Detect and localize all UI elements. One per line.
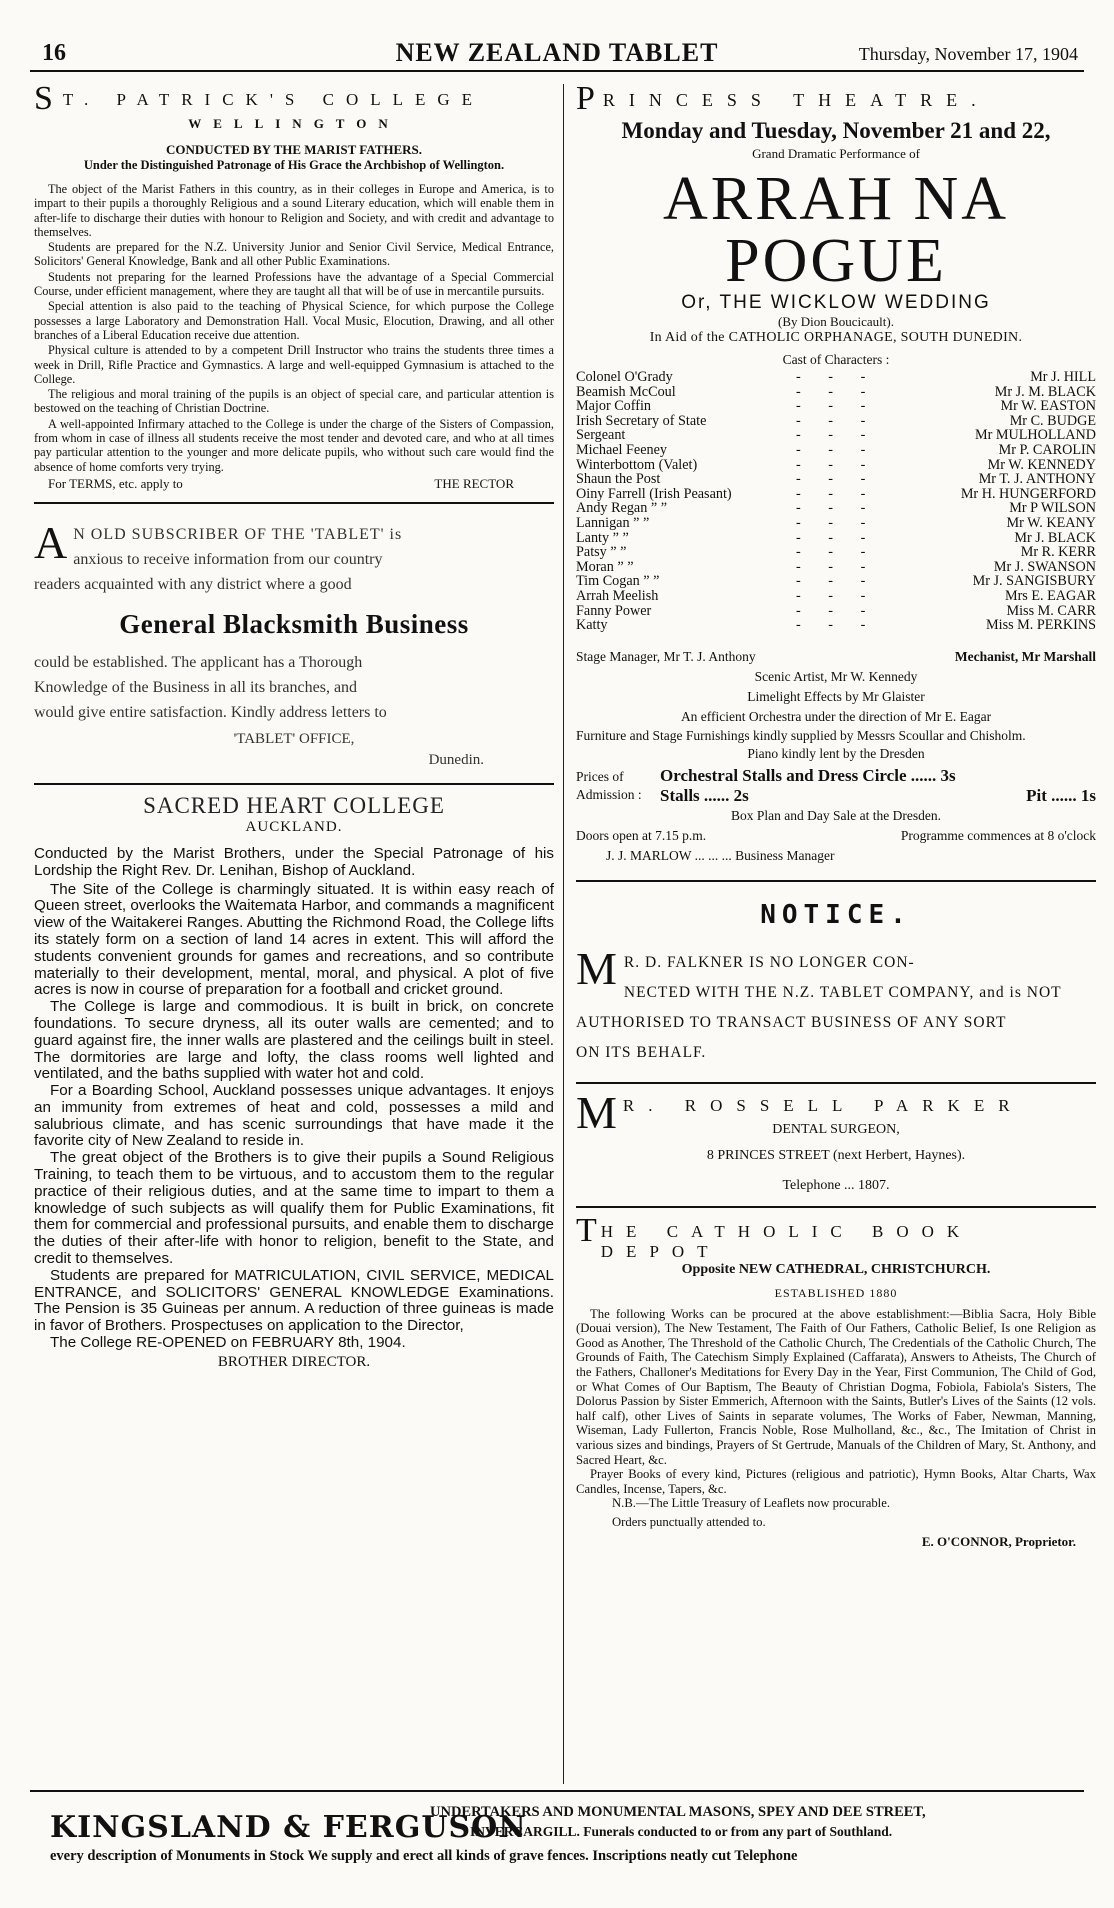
cast-row — [576, 589, 1096, 604]
footer-line: every description of Monuments in Stock We supply and erect all kinds of grave fences. Inscriptions neatly cut Telephone — [50, 1848, 798, 1864]
cast-role: Colonel O'Grady — [576, 369, 673, 385]
cast-leader: - - - — [796, 441, 878, 458]
cast-row — [576, 501, 1096, 516]
notice-ad — [576, 900, 1096, 1068]
cast-row — [576, 545, 1096, 560]
cast-role: Shaun the Post — [576, 471, 661, 488]
play-author: (By Dion Boucicault). — [778, 314, 894, 329]
book-depot-proprietor: E. O'CONNOR, Proprietor. — [921, 1534, 1076, 1550]
cast-leader: - - - — [796, 558, 878, 575]
theatre-times — [576, 828, 1096, 844]
office-city: Dunedin. — [428, 751, 484, 768]
cast-row — [576, 472, 1096, 487]
page-number: 16 — [42, 40, 66, 66]
cast-role: Katty — [576, 617, 608, 634]
notice-line: AUTHORISED TO TRANSACT BUSINESS OF ANY SORT — [576, 1013, 1007, 1031]
cast-actor: Mrs E. EAGAR — [1004, 587, 1096, 604]
furniture: Furniture and Stage Furnishings kindly supplied by Messrs Scoullar and Chisholm. — [576, 727, 1026, 743]
footer-firm: KINGSLAND & FERGUSON — [50, 1810, 527, 1845]
box-plan: Box Plan and Day Sale at the Dresden. — [731, 807, 941, 823]
cast-leader: - - - — [796, 617, 878, 634]
cast-leader: - - - — [796, 398, 878, 415]
cast-role: Irish Secretary of State — [576, 412, 707, 429]
book-depot-opposite: Opposite NEW CATHEDRAL, CHRISTCHURCH. — [681, 1261, 991, 1277]
footer-line: UNDERTAKERS AND MONUMENTAL MASONS, SPEY AND DEE STREET, — [430, 1804, 926, 1820]
cast-leader: - - - — [796, 427, 878, 444]
cast-actor: Mr W. KENNEDY — [987, 456, 1096, 473]
cast-role: Oiny Farrell (Irish Peasant) — [576, 485, 732, 502]
mechanist: Mechanist, Mr Marshall — [954, 648, 1096, 664]
cast-role: Patsy ” ” — [576, 544, 627, 561]
cast-actor: Miss M. PERKINS — [986, 617, 1096, 634]
ad-line: could be established. The applicant has a Thorough — [34, 653, 363, 671]
prices-label: Admission : — [576, 786, 642, 802]
sacred-heart-place: AUCKLAND. — [245, 818, 343, 835]
theatre-ad — [576, 84, 1096, 864]
cast-leader: - - - — [796, 500, 878, 517]
paragraph: Students are prepared for the N.Z. University Junior and Senior Civil Service, Medical Entrance, Solicitors' General Knowledge, Bank and all other Public Examinations. — [34, 240, 554, 269]
cast-actor: Mr MULHOLLAND — [975, 427, 1096, 444]
st-patricks-conducted: CONDUCTED BY THE MARIST FATHERS. — [165, 142, 423, 157]
ad-line: Knowledge of the Business in all its branches, and — [34, 678, 358, 696]
cast-leader: - - - — [796, 456, 878, 473]
footer-line: INVERCARGILL. Funerals conducted to or from any part of Southland. — [470, 1824, 893, 1839]
cast-actor: Mr J. HILL — [1030, 369, 1096, 385]
paragraph: For a Boarding School, Auckland possesses unique advantages. It enjoys an immunity from extremes of heat and cold, possesses a mild and salubrious climate, and has scenic surroundings that have made it the favorite city of New Zealand to reside in. — [34, 1082, 554, 1150]
parker-address: 8 PRINCES STREET (next Herbert, Haynes). — [706, 1147, 966, 1163]
cast-actor: Mr H. HUNGERFORD — [960, 485, 1096, 502]
cast-row — [576, 399, 1096, 414]
cast-actor: Mr J. BLACK — [1014, 529, 1096, 546]
notice-line: NECTED WITH THE N.Z. TABLET COMPANY, and is NOT — [623, 983, 1062, 1001]
cast-row — [576, 370, 1096, 385]
cast-actor: Mr C. BUDGE — [1009, 412, 1096, 429]
book-depot-established: ESTABLISHED 1880 — [774, 1285, 898, 1300]
cast-actor: Mr R. KERR — [1020, 544, 1096, 561]
cast-heading: Cast of Characters : — [782, 352, 890, 367]
notice-line: R. D. FALKNER IS NO LONGER CON- — [623, 953, 915, 971]
theatre-dates: Monday and Tuesday, November 21 and 22, — [621, 118, 1051, 143]
terms-text: For TERMS, etc. apply to — [48, 475, 183, 491]
theatre-aid: In Aid of the CATHOLIC ORPHANAGE, SOUTH DUNEDIN. — [649, 330, 1023, 345]
theatre-title: RINCESS THEATRE. — [602, 90, 990, 110]
sacred-heart-title: SACRED HEART COLLEGE — [143, 792, 445, 818]
play-subtitle: Or, THE WICKLOW WEDDING — [681, 292, 991, 313]
cast-leader: - - - — [796, 412, 878, 429]
paragraph: Students not preparing for the learned Professions have the advantage of a Special Commercial Course, under efficient management, where they are taught all that will be of use in mercantile pursuits. — [34, 269, 554, 299]
cast-row — [576, 428, 1096, 443]
limelight: Limelight Effects by Mr Glaister — [747, 688, 925, 704]
st-patricks-place: WELLINGTON — [188, 116, 400, 131]
old-subscriber-initial: A — [34, 521, 68, 568]
paragraph: Special attention is also paid to the teaching of Physical Science, for which purpose the College possesses a large Laboratory and Demonstration Hall. Vocal Music, Elocution, Drawing, and all other branches of a Liberal Education receive due attention. — [34, 299, 554, 342]
piano: Piano kindly lent by the Dresden — [747, 745, 925, 761]
divider — [34, 502, 554, 504]
cast-row — [576, 443, 1096, 458]
parker-ad — [576, 1086, 1096, 1194]
price-line: Stalls ...... 2s — [660, 785, 749, 805]
page-header — [30, 36, 1084, 72]
prices — [576, 766, 1096, 806]
issue-date: Thursday, November 17, 1904 — [858, 44, 1078, 64]
theatre-grand: Grand Dramatic Performance of — [752, 146, 920, 161]
book-depot-nb: N.B.—The Little Treasury of Leaflets now procurable. — [612, 1496, 890, 1511]
ad-line: readers acquainted with any district where a good — [34, 575, 352, 593]
sacred-heart-signature: BROTHER DIRECTOR. — [217, 1353, 371, 1370]
paragraph: The religious and moral training of the pupils is an object of special care, and particular attention is bestowed on the teaching of Christian Doctrine. — [34, 387, 554, 416]
book-depot-orders: Orders punctually attended to. — [612, 1515, 766, 1530]
cast-row — [576, 385, 1096, 400]
book-depot-prayer-books: Prayer Books of every kind, Pictures (religious and patriotic), Hymn Books, Altar Charts, Wax Candles, Incense, Tapers, &c. — [576, 1467, 1096, 1496]
parker-profession: DENTAL SURGEON, — [772, 1121, 900, 1137]
cast-row — [576, 458, 1096, 473]
cast-actor: Mr J. SWANSON — [993, 558, 1096, 575]
divider — [576, 1082, 1096, 1084]
paragraph: The great object of the Brothers is to give their pupils a Sound Religious Training, to teach them to be virtuous, and to accustom them to the regular practice of their religious duties, and at the same time to impart to them a knowledge of such subjects as will qualify them for Public Examinations, fit them for commercial and professional pursuits, and enable them to discharge the duties of their after-life with honor to religion, benefit to the State, and credit to themselves. — [34, 1149, 554, 1268]
price-line: Orchestral Stalls and Dress Circle ...... 3s — [660, 765, 956, 785]
parker-telephone: Telephone ... 1807. — [782, 1177, 890, 1193]
parker-initial: M — [576, 1086, 617, 1138]
cast-role: Lannigan ” ” — [576, 514, 650, 531]
cast-leader: - - - — [796, 514, 878, 531]
cast-role: Michael Feeney — [576, 441, 667, 458]
notice-initial: M — [576, 947, 618, 994]
cast-role: Tim Cogan ” ” — [576, 573, 660, 590]
st-patricks-terms — [34, 476, 554, 492]
ad-line: N OLD SUBSCRIBER OF THE 'TABLET' is — [73, 525, 403, 543]
left-column — [34, 84, 554, 1784]
footer-ad — [30, 1790, 1084, 1887]
cast-table — [576, 370, 1096, 633]
scenic-artist: Scenic Artist, Mr W. Kennedy — [754, 668, 918, 684]
paragraph: The College is large and commodious. It is built in brick, on concrete foundations. To secure dryness, all its outer walls are cemented; and to guard against fire, the inner walls are plastered and the ceilings built in steel. The dormitories are large and lofty, the class rooms well lighted and ventilated, and the baths supplied with water hot and cold. — [34, 998, 554, 1083]
notice-heading: NOTICE. — [760, 899, 912, 930]
theatre-initial: P — [576, 84, 595, 117]
st-patricks-initial: S — [34, 84, 53, 117]
theatre-credits — [576, 647, 1096, 764]
cast-leader: - - - — [796, 369, 878, 385]
paragraph: A well-appointed Infirmary attached to the College is under the charge of the Sisters of Compassion, from whom in case of illness all students receive the most tender and devoted care, and who at all times pay particular attention to the younger and more delicate pupils, who without such care would find the absence of home comforts very trying. — [34, 416, 554, 474]
st-patricks-body — [34, 182, 554, 474]
price-line: Pit ...... 1s — [1026, 785, 1096, 805]
cast-role: Arrah Meelish — [576, 587, 659, 604]
programme-start: Programme commences at 8 o'clock — [900, 827, 1096, 843]
cast-role: Sergeant — [576, 427, 626, 444]
cast-actor: Mr T. J. ANTHONY — [978, 471, 1096, 488]
paragraph: The College RE-OPENED on FEBRUARY 8th, 1904. — [50, 1334, 406, 1352]
cast-leader: - - - — [796, 529, 878, 546]
cast-row — [576, 574, 1096, 589]
tablet-office: 'TABLET' OFFICE, — [233, 730, 355, 747]
cast-actor: Mr P. CAROLIN — [998, 441, 1096, 458]
divider — [34, 783, 554, 785]
cast-row — [576, 516, 1096, 531]
cast-role: Andy Regan ” ” — [576, 500, 668, 517]
paragraph: Students are prepared for MATRICULATION, CIVIL SERVICE, MEDICAL ENTRANCE, and SOLICITORS' GENERAL KNOWLEDGE Examinations. The Pension is 35 Guineas per annum. A reduction of three guineas is made in favor of Brothers. Prospectuses on application to the Director, — [34, 1266, 554, 1335]
cast-leader: - - - — [796, 602, 878, 619]
orchestra: An efficient Orchestra under the direction of Mr E. Eagar — [680, 708, 992, 724]
business-manager: J. J. MARLOW ... ... ... Business Manager — [606, 847, 835, 863]
cast-row — [576, 414, 1096, 429]
book-depot-initial: T — [576, 1211, 597, 1249]
paragraph: Physical culture is attended to by a competent Drill Instructor who trains the students three times a week in Drill, Rifle Practice and Gymnastics. A large and well-equipped Gymnasium is attached to the College. — [34, 343, 554, 386]
divider — [576, 880, 1096, 882]
cast-role: Fanny Power — [576, 602, 652, 619]
st-patricks-ad — [34, 84, 554, 492]
cast-row — [576, 618, 1096, 633]
cast-actor: Mr W. KEANY — [1006, 514, 1096, 531]
cast-actor: Mr J. M. BLACK — [994, 383, 1096, 400]
cast-actor: Mr J. SANGISBURY — [972, 573, 1096, 590]
book-depot-title: HE CATHOLIC BOOK DEPOT — [600, 1221, 973, 1261]
cast-actor: Mr P WILSON — [1009, 500, 1096, 517]
book-depot-ad — [576, 1211, 1096, 1551]
column-divider — [563, 84, 564, 1784]
cast-actor: Mr W. EASTON — [1000, 398, 1096, 415]
cast-role: Moran ” ” — [576, 558, 634, 575]
paragraph: The object of the Marist Fathers in this country, as in their colleges in Europe and America, is to impart to their pupils a thoroughly Religious and a sound Literary education, which will enable them in after-life to discharge their duties with honour to Religion and Society, and with credit and advantage to themselves. — [34, 182, 554, 239]
cast-role: Major Coffin — [576, 398, 652, 415]
book-depot-body: The following Works can be procured at the above establishment:—Biblia Sacra, Holy Bible (Douai version), The New Testament, The Faith of Our Fathers, Catholic Belief, Is one Religion as Good as Another, The Threshold of the Catholic Church, The Credentials of the Catholic Church, The Grounds of Faith, The Catechism Simply Explained (Caffarata), Answers to Atheists, The Church of the Fathers, Challoner's Meditations for Every Day in the Year, First Communion, The Child of God, or What Comes of Our Baptism, The Beauty of Christian Dogma, Fobiola, Fabiola's Sisters, The Dolorus Passion by Sister Emmerich, Afternoon with the Saints, Butler's Lives of the Saints (12 vols. half calf), other Lives of Saints in separate volumes, The Works of Faber, Newman, Manning, Wiseman, Lady Fullerton, Francis Noble, Rose Mulholland, &c., &c., The Imitation of Christ in various sizes and bindings, Prayers of St Gertrude, Manuals of the Children of Mary, St. Anthony, and Sacred Heart, &c. — [576, 1306, 1096, 1467]
cast-leader: - - - — [796, 544, 878, 561]
cast-leader: - - - — [796, 383, 878, 400]
cast-row — [576, 487, 1096, 502]
notice-line: ON ITS BEHALF. — [576, 1043, 707, 1061]
cast-leader: - - - — [796, 573, 878, 590]
ad-line: anxious to receive information from our country — [73, 550, 383, 568]
sacred-heart-intro: Conducted by the Marist Brothers, under the Special Patronage of his Lordship the Right Rev. Dr. Lenihan, Bishop of Auckland. — [34, 844, 554, 879]
divider — [576, 1206, 1096, 1208]
cast-leader: - - - — [796, 485, 878, 502]
st-patricks-title: T. PATRICK'S COLLEGE — [62, 90, 485, 109]
play-title: ARRAH NA POGUE — [662, 165, 1010, 295]
paragraph: The Site of the College is charmingly situated. It is within easy reach of Queen street, overlooks the Waitemata Harbor, and commands a magnificent view of the Waitakerei Ranges. Abutting the Richmond Road, the College lifts its stately form on a section of land 14 acres in extent. This will afford the students convenient grounds for games and recreations, and so contribute materially to their development, mental, moral, and physical. A plot of five acres is now in course of preparation for a football and cricket ground. — [34, 880, 554, 999]
cast-role: Winterbottom (Valet) — [576, 456, 698, 473]
stage-manager: Stage Manager, Mr T. J. Anthony — [576, 648, 756, 664]
right-column — [576, 84, 1096, 1784]
cast-role: Lanty ” ” — [576, 529, 629, 546]
prices-label: Prices of — [576, 768, 624, 784]
sacred-heart-ad — [34, 793, 554, 1371]
blacksmith-headline: General Blacksmith Business — [119, 608, 469, 639]
sacred-heart-body — [34, 846, 554, 1352]
rector: THE RECTOR — [434, 475, 514, 491]
cast-leader: - - - — [796, 587, 878, 604]
st-patricks-patronage: Under the Distinguished Patronage of His Grace the Archbishop of Wellington. — [83, 158, 505, 172]
parker-name: R. ROSSELL PARKER — [622, 1095, 1024, 1115]
ad-line: would give entire satisfaction. Kindly address letters to — [34, 703, 387, 721]
cast-row — [576, 604, 1096, 619]
old-subscriber-ad — [34, 522, 554, 769]
cast-leader: - - - — [796, 471, 878, 488]
cast-actor: Miss M. CARR — [1006, 602, 1096, 619]
cast-role: Beamish McCoul — [576, 383, 676, 400]
cast-row — [576, 531, 1096, 546]
doors-open: Doors open at 7.15 p.m. — [576, 827, 707, 843]
cast-row — [576, 560, 1096, 575]
publication-title: NEW ZEALAND TABLET — [395, 38, 719, 67]
